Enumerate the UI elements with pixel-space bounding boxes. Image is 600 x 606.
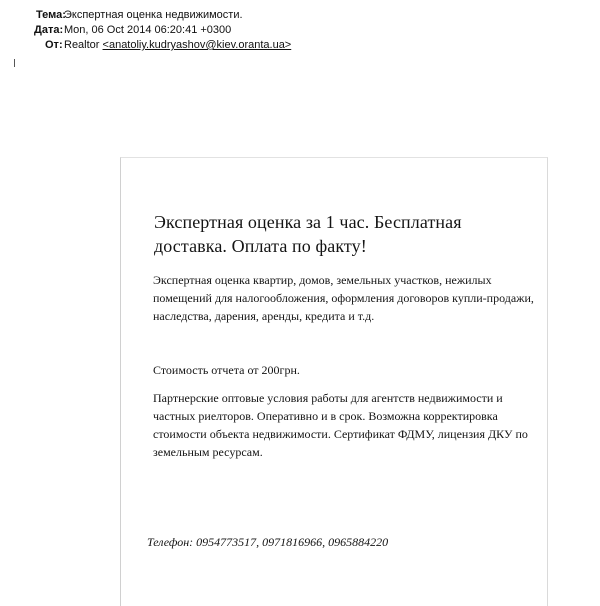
document-title: Экспертная оценка за 1 час. Бесплатная доставка. Оплата по факту! bbox=[154, 212, 462, 256]
from-name: Realtor bbox=[64, 39, 100, 51]
partners-paragraph: Партнерские оптовые условия работы для агентств недвижимости и частных риелторов. Оперативно и в срок. Возможна корректировка стоимости объекта недвижимости. Сертификат ФДМУ, лицензия ДКУ по земельным ресурсам. bbox=[153, 391, 528, 459]
date-label: Дата: bbox=[34, 24, 64, 36]
date-value: Mon, 06 Oct 2014 06:20:41 +0300 bbox=[64, 24, 232, 36]
from-label: От: bbox=[45, 39, 63, 51]
price-paragraph: Стоимость отчета от 200грн. bbox=[153, 363, 300, 377]
subject-value: Экспертная оценка недвижимости. bbox=[64, 9, 243, 21]
from-value bbox=[64, 38, 291, 53]
cursor-mark bbox=[14, 59, 15, 67]
phone-line: Телефон: 0954773517, 0971816966, 0965884220 bbox=[147, 535, 389, 549]
from-email-link[interactable]: <anatoliy.kudryashov@kiev.oranta.ua> bbox=[102, 39, 292, 51]
subject-label: Тема: bbox=[36, 9, 66, 21]
services-paragraph: Экспертная оценка квартир, домов, земельных участков, нежилых помещений для налогообложения, оформления договоров купли-продажи, наследства, дарения, аренды, кредита и т.д. bbox=[153, 273, 534, 323]
